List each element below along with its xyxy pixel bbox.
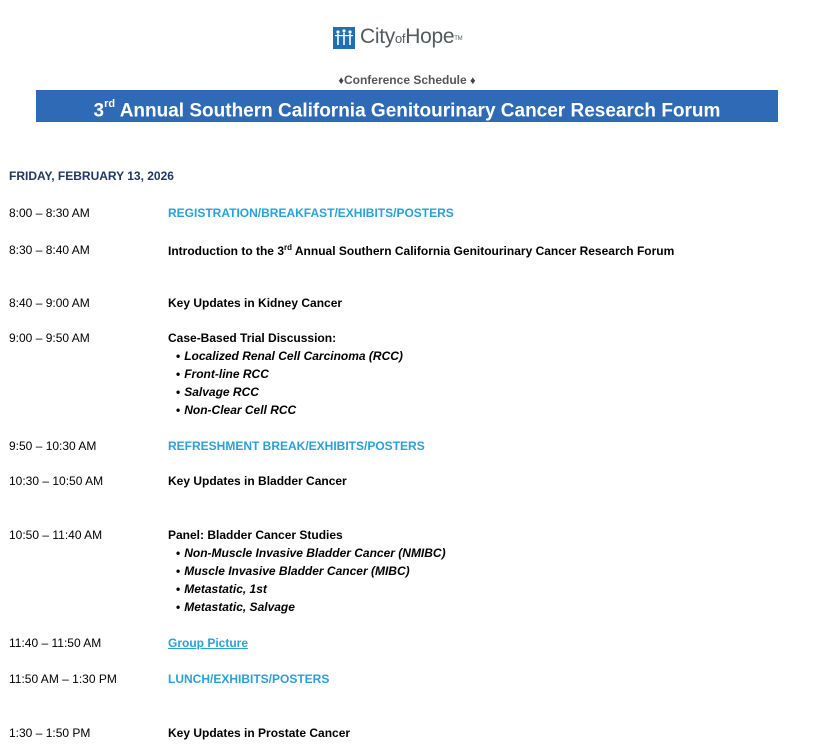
list-item: • Salvage RCC [168, 383, 403, 401]
list-item: • Muscle Invasive Bladder Cancer (MIBC) [168, 562, 446, 580]
session-time: 10:30 – 10:50 AM [9, 474, 104, 488]
session-title: Introduction to the 3rd Annual Southern California Genitourinary Cancer Research Forum [168, 243, 675, 258]
session-title: Key Updates in Prostate Cancer [168, 726, 351, 740]
city-of-hope-logo-mark-icon [333, 27, 355, 49]
session-time: 9:00 – 9:50 AM [9, 331, 90, 345]
session-title: REGISTRATION/BREAKFAST/EXHIBITS/POSTERS [168, 206, 454, 220]
list-item: • Metastatic, Salvage [168, 598, 446, 616]
diamond-icon: ♦ [338, 75, 344, 87]
list-item: • Non-Muscle Invasive Bladder Cancer (NMIBC) [168, 544, 446, 562]
session-time: 11:50 AM – 1:30 PM [9, 672, 117, 686]
logo-wordmark: CityofHopeTM [360, 25, 463, 48]
group-picture-link[interactable]: Group Picture [168, 636, 249, 650]
session-topic-list [168, 347, 403, 419]
session-time: 11:40 – 11:50 AM [9, 636, 102, 650]
session-time: 9:50 – 10:30 AM [9, 439, 97, 453]
session-time: 8:30 – 8:40 AM [9, 243, 90, 257]
list-item: • Non-Clear Cell RCC [168, 401, 403, 419]
session-title: Case-Based Trial Discussion: [168, 331, 337, 345]
forum-title-banner: 3rd Annual Southern California Genitourinary Cancer Research Forum [36, 90, 778, 122]
conference-schedule-label: ♦Conference Schedule ♦ [338, 73, 476, 87]
city-of-hope-logo [333, 26, 462, 50]
list-item: • Metastatic, 1st [168, 580, 446, 598]
session-time: 10:50 – 11:40 AM [9, 528, 103, 542]
session-time: 1:30 – 1:50 PM [9, 726, 91, 740]
session-title: Key Updates in Bladder Cancer [168, 474, 347, 488]
session-title: LUNCH/EXHIBITS/POSTERS [168, 672, 330, 686]
session-topic-list [168, 544, 446, 616]
session-time: 8:40 – 9:00 AM [9, 296, 90, 310]
list-item: • Localized Renal Cell Carcinoma (RCC) [168, 347, 403, 365]
session-time: 8:00 – 8:30 AM [9, 206, 90, 220]
session-title: Key Updates in Kidney Cancer [168, 296, 343, 310]
schedule-day-heading: FRIDAY, FEBRUARY 13, 2026 [9, 169, 174, 183]
diamond-icon: ♦ [470, 75, 476, 87]
session-title: Panel: Bladder Cancer Studies [168, 528, 343, 542]
list-item: • Front-line RCC [168, 365, 403, 383]
session-title: REFRESHMENT BREAK/EXHIBITS/POSTERS [168, 439, 425, 453]
